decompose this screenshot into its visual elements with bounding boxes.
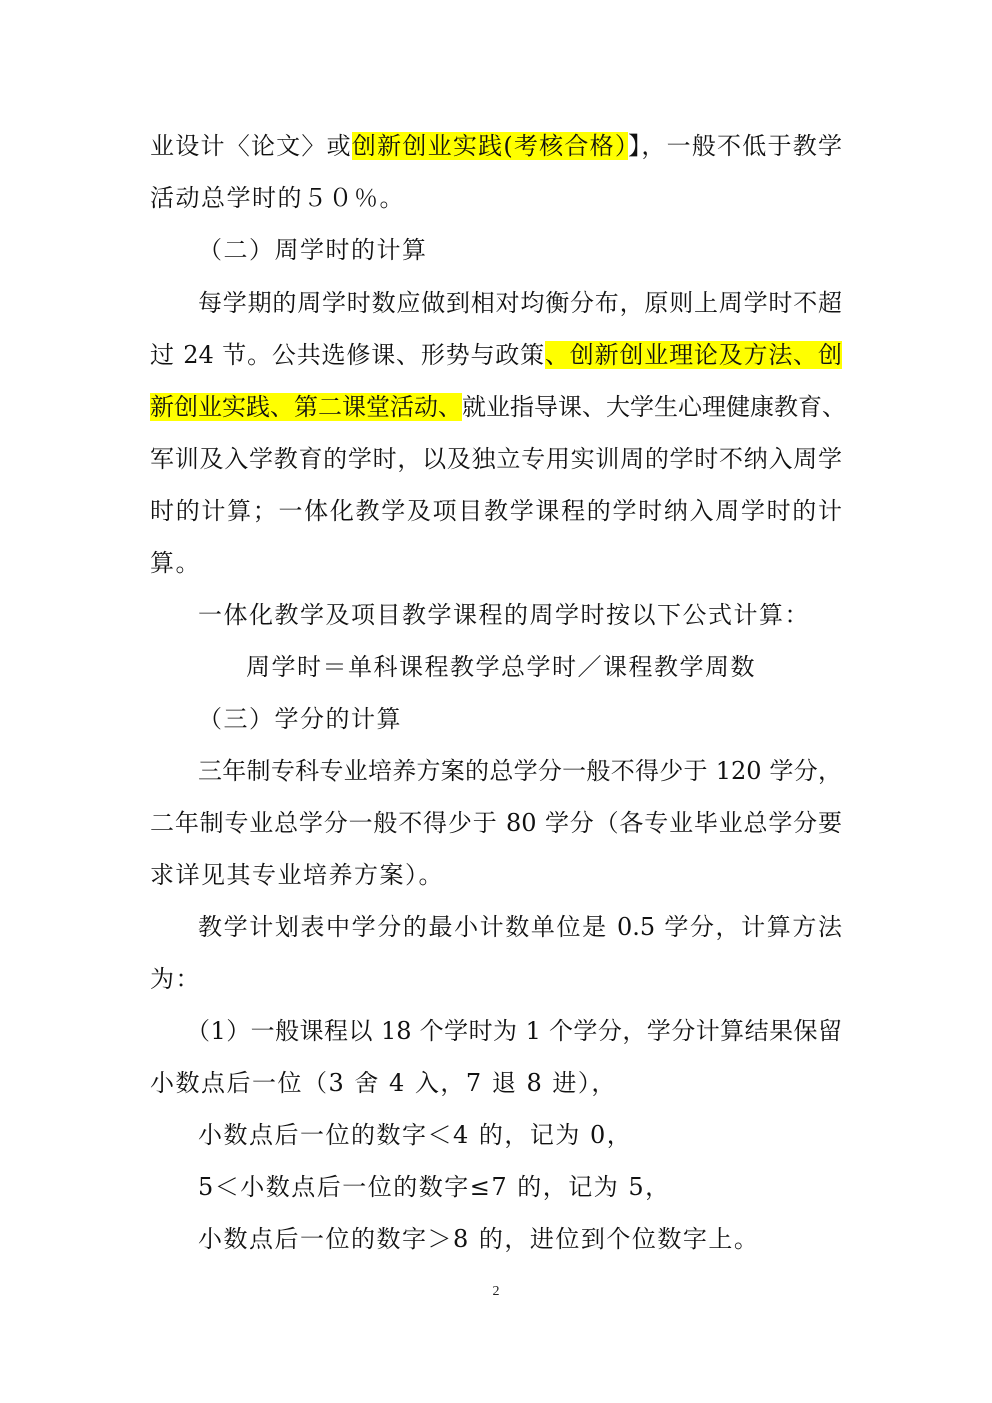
highlighted-text: 、创新创业理论及方法、创: [544, 341, 842, 369]
paragraph-line: 活动总学时的５０％。: [150, 184, 405, 212]
paragraph-line: 军训及入学教育的学时，以及独立专用实训周的学时不纳入周学: [150, 445, 842, 473]
paragraph-line: 教学计划表中学分的最小计数单位是 0.5 学分，计算方法: [198, 913, 842, 941]
highlighted-text: 创新创业实践(考核合格）: [351, 132, 629, 160]
text-run: 业设计〈论文〉或: [150, 132, 352, 160]
paragraph-line: 三年制专科专业培养方案的总学分一般不得少于 120 学分，: [198, 757, 842, 785]
paragraph-line: 算。: [150, 549, 201, 577]
page-number: 2: [492, 1284, 500, 1299]
paragraph-line: 小数点后一位（3 舍 4 入，7 退 8 进），: [150, 1069, 617, 1097]
section-heading: （三）学分的计算: [198, 705, 402, 733]
paragraph-line: [150, 126, 842, 166]
text-run: 】，一般不低于教学: [628, 132, 843, 160]
text-run: 过 24 节。公共选修课、形势与政策: [150, 341, 545, 369]
paragraph-line: 每学期的周学时数应做到相对均衡分布，原则上周学时不超: [198, 289, 842, 317]
paragraph-line: 小数点后一位的数字＞8 的，进位到个位数字上。: [198, 1225, 760, 1253]
paragraph-line: （1）一般课程以 18 个学时为 1 个学分，学分计算结果保留: [186, 1017, 842, 1045]
paragraph-line: 为：: [150, 965, 201, 993]
paragraph-line: 时的计算；一体化教学及项目教学课程的学时纳入周学时的计: [150, 497, 842, 525]
paragraph-line: 5＜小数点后一位的数字≤7 的，记为 5，: [198, 1173, 671, 1201]
paragraph-line: [150, 387, 846, 427]
section-heading: （二）周学时的计算: [198, 236, 428, 264]
highlighted-text: 新创业实践、第二课堂活动、: [150, 393, 462, 421]
paragraph-line: 小数点后一位的数字＜4 的，记为 0，: [198, 1121, 633, 1149]
paragraph-line: [150, 335, 842, 375]
formula-line: 周学时＝单科课程教学总学时／课程教学周数: [246, 653, 756, 681]
paragraph-line: 一体化教学及项目教学课程的周学时按以下公式计算：: [198, 601, 810, 629]
paragraph-line: 求详见其专业培养方案）。: [150, 861, 444, 889]
text-run: 就业指导课、大学生心理健康教育、: [462, 393, 846, 421]
paragraph-line: 二年制专业总学分一般不得少于 80 学分（各专业毕业总学分要: [150, 809, 842, 837]
